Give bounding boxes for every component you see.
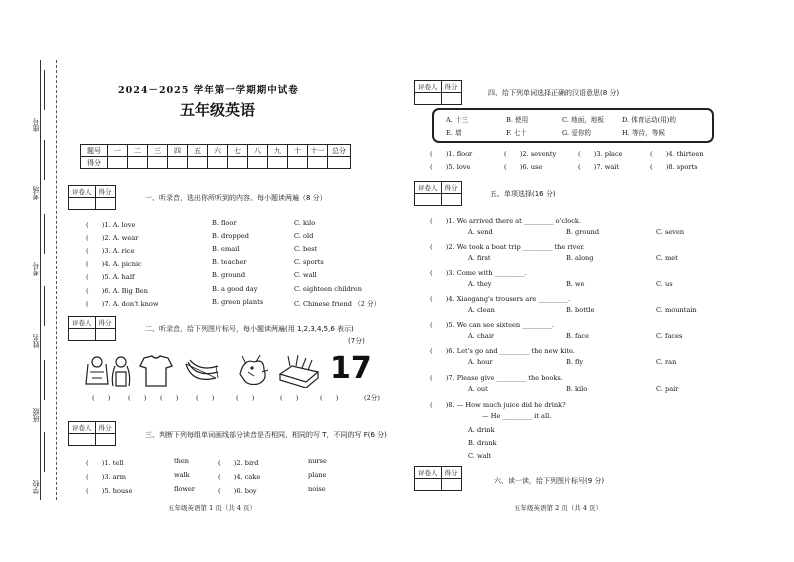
sec1-q1: ( )1. A. love xyxy=(86,221,136,229)
answer-paren-7[interactable]: ( ) xyxy=(320,394,339,402)
grader-label: 评卷人 xyxy=(415,467,442,479)
sec1-q5-b: B. ground xyxy=(212,271,246,279)
grader-box xyxy=(68,421,116,446)
score-header-cell: 八 xyxy=(248,145,268,157)
score-row-label: 得分 xyxy=(81,157,108,169)
sec1-q2-c: C. old xyxy=(294,232,314,240)
score-header-cell: 题号 xyxy=(81,145,108,157)
girl-picture xyxy=(108,354,134,388)
sec1-q3-b: B. email xyxy=(212,245,240,253)
section-5-title: 五、单项选择(16 分) xyxy=(490,190,556,198)
grader-label: 评卷人 xyxy=(69,422,96,434)
score-cell[interactable] xyxy=(268,157,288,169)
page-2-footer: 五年级英语第 2 页（共 4 页） xyxy=(514,504,603,512)
score-cell[interactable] xyxy=(328,157,351,169)
school-blank[interactable] xyxy=(44,432,45,472)
score-cell[interactable] xyxy=(128,157,148,169)
score-header-cell: 十一 xyxy=(308,145,328,157)
sec5-q4-c: C. mountain xyxy=(656,306,697,314)
sec5-q5-a: A. chair xyxy=(468,332,495,340)
sec1-q3-c: C. best xyxy=(294,245,318,253)
sec4-q3: ( )3. place xyxy=(578,150,623,158)
sec5-q3-a: A. they xyxy=(468,280,492,288)
sec4-q2: ( )2. seventy xyxy=(504,150,557,158)
sec5-q5: ( )5. We can see sixteen _________. xyxy=(430,321,554,329)
exam-room-label: 考场 xyxy=(32,186,40,200)
sec5-q1-a: A. send xyxy=(468,228,493,236)
grader-cell[interactable] xyxy=(415,194,442,206)
grader-box xyxy=(68,185,116,210)
class-label: 班级 xyxy=(32,408,40,422)
sec5-q7-a: A. out xyxy=(468,385,488,393)
exam-number-blank[interactable] xyxy=(44,214,45,254)
sec3-q5-word: flower xyxy=(174,485,196,493)
section-3-title: 三、判断下列每组单词画线部分读音是否相同，相同的写 T，不同的写 F(6 分) xyxy=(145,431,387,439)
page-1-footer: 五年级英语第 1 页（共 4 页） xyxy=(168,504,257,512)
sec3-q6: ( )6. boy xyxy=(218,487,257,495)
sec1-q2: ( )2. A. wear xyxy=(86,234,139,242)
sec5-q6-c: C. ran xyxy=(656,358,677,366)
score-cell[interactable] xyxy=(108,157,128,169)
grader-cell[interactable] xyxy=(415,479,442,491)
score-cell[interactable] xyxy=(95,434,115,446)
sec5-q6-a: A. hour xyxy=(468,358,493,366)
option-f: F. 七十 xyxy=(506,129,527,137)
score-cell[interactable] xyxy=(188,157,208,169)
sec1-q4-b: B. teacher xyxy=(212,258,247,266)
grader-label: 评卷人 xyxy=(69,186,96,198)
answer-paren-6[interactable]: ( ) xyxy=(280,394,299,402)
sec4-q8: ( )8. sports xyxy=(650,163,698,171)
sec4-q4: ( )4. thirteen xyxy=(650,150,704,158)
sec1-q5: ( )5. A. half xyxy=(86,273,135,281)
section-4-title: 四、给下列单词选择正确的汉语意思(8 分) xyxy=(488,89,620,97)
score-cell[interactable] xyxy=(308,157,328,169)
score-cell[interactable] xyxy=(441,194,461,206)
option-d: D. 体育运动(用)的 xyxy=(622,116,676,124)
score-header-cell: 九 xyxy=(268,145,288,157)
sec1-q3: ( )3. A. rice xyxy=(86,247,135,255)
dragon-picture xyxy=(234,354,270,388)
score-cell[interactable] xyxy=(95,329,115,341)
section-2-title: 二、听录音，给下列图片标号，每小题读两遍(用 1,2,3,4,5,6 表示) xyxy=(145,325,354,333)
sec3-q2-word: nurse xyxy=(308,457,327,465)
section-2-points: (7分) xyxy=(348,337,365,345)
sec5-q5-b: B. face xyxy=(566,332,590,340)
score-cell[interactable] xyxy=(441,93,461,105)
grader-cell[interactable] xyxy=(69,198,96,210)
sec4-q6: ( )6. use xyxy=(504,163,543,171)
sec1-q2-b: B. dropped xyxy=(212,232,249,240)
sec5-q5-c: C. faces xyxy=(656,332,683,340)
sec5-q1: ( )1. We arrived there at _________ o'clock. xyxy=(430,217,581,225)
grader-box xyxy=(68,316,116,341)
exam-room-blank[interactable] xyxy=(44,140,45,180)
big-number-seventeen: 17 xyxy=(330,351,372,386)
sec5-q8-c: C. walt xyxy=(468,452,492,460)
sec4-q5: ( )5. love xyxy=(430,163,471,171)
grader-box xyxy=(414,80,462,105)
score-cell[interactable] xyxy=(228,157,248,169)
score-table xyxy=(80,144,351,169)
score-label: 得分 xyxy=(95,186,115,198)
score-label: 得分 xyxy=(441,182,461,194)
score-header-cell: 十 xyxy=(288,145,308,157)
option-e: E. 墙 xyxy=(446,129,462,137)
answer-paren-3[interactable]: ( ) xyxy=(160,394,179,402)
grader-box xyxy=(414,181,462,206)
class-blank[interactable] xyxy=(44,360,45,400)
grader-label: 评卷人 xyxy=(69,317,96,329)
answer-paren-4[interactable]: ( ) xyxy=(196,394,215,402)
sec5-q4-b: B. bottle xyxy=(566,306,595,314)
sec5-q2-c: C. met xyxy=(656,254,678,262)
score-header-cell: 五 xyxy=(188,145,208,157)
seat-number-label: 座号 xyxy=(32,118,40,132)
score-header-cell: 总分 xyxy=(328,145,351,157)
t-shirt-picture xyxy=(138,354,174,388)
option-a: A. 十三 xyxy=(446,116,469,124)
sec5-q3: ( )3. Come with _________. xyxy=(430,269,527,277)
grader-label: 评卷人 xyxy=(415,182,442,194)
sec3-q2: ( )2. bird xyxy=(218,459,259,467)
sec3-q1: ( )1. tell xyxy=(86,459,124,467)
sec3-q1-word: then xyxy=(174,457,190,465)
score-label: 得分 xyxy=(95,317,115,329)
sec5-q2-b: B. along xyxy=(566,254,594,262)
grader-box xyxy=(414,466,462,491)
answer-paren-1[interactable]: ( ) xyxy=(92,394,111,402)
answer-paren-2[interactable]: ( ) xyxy=(128,394,147,402)
score-cell[interactable] xyxy=(148,157,168,169)
sec5-q3-b: B. we xyxy=(566,280,585,288)
section-6-title: 六、读一读，给下列图片标号(9 分) xyxy=(494,477,605,485)
option-b: B. 使用 xyxy=(506,116,529,124)
score-label: 得分 xyxy=(95,422,115,434)
section-1-title: 一、听录音，选出你所听到的内容。每小题读两遍（8 分） xyxy=(145,194,327,202)
sec1-q7-b: B. green plants xyxy=(212,298,264,306)
binding-dash-line xyxy=(56,60,57,500)
sec5-q4: ( )4. Xiaogang's trousers are _________. xyxy=(430,295,571,303)
score-header-cell: 四 xyxy=(168,145,188,157)
score-label: 得分 xyxy=(441,467,461,479)
name-label: 姓名 xyxy=(32,334,40,348)
sec5-q6: ( )6. Let's go and _________ the new kite. xyxy=(430,347,576,355)
sec5-q6-b: B. fly xyxy=(566,358,584,366)
score-header-cell: 一 xyxy=(108,145,128,157)
bananas-picture xyxy=(182,354,222,388)
section-2-part-points: (2分) xyxy=(364,394,380,402)
sec5-q1-c: C. seven xyxy=(656,228,685,236)
school-label: 学校 xyxy=(32,480,40,494)
answer-paren-5[interactable]: ( ) xyxy=(236,394,255,402)
score-cell[interactable] xyxy=(288,157,308,169)
sec4-q7: ( )7. wait xyxy=(578,163,620,171)
sec3-q5: ( )5. house xyxy=(86,487,133,495)
score-label: 得分 xyxy=(441,81,461,93)
sec1-q4-c: C. sports xyxy=(294,258,324,266)
grader-cell[interactable] xyxy=(69,434,96,446)
sec1-q1-c: C. kilo xyxy=(294,219,316,227)
sec5-q7-c: C. pair xyxy=(656,385,679,393)
sec1-q6-c: C. eighteen children xyxy=(294,285,362,293)
name-blank[interactable] xyxy=(44,286,45,326)
sec3-q4-word: plane xyxy=(308,471,327,479)
exam-year-title: 2024－2025 学年第一学期期中试卷 xyxy=(118,85,299,96)
sec5-q3-c: C. us xyxy=(656,280,673,288)
sec5-q7-b: B. kilo xyxy=(566,385,588,393)
sec5-q8-a: A. drink xyxy=(468,426,495,434)
score-cell[interactable] xyxy=(441,479,461,491)
option-h: H. 等待，等候 xyxy=(622,129,665,137)
sec3-q6-word: noise xyxy=(308,485,326,493)
option-c: C. 地面，地板 xyxy=(562,116,604,124)
sec1-q4: ( )4. A. picnic xyxy=(86,260,142,268)
score-cell[interactable] xyxy=(168,157,188,169)
grader-cell[interactable] xyxy=(69,329,96,341)
sec5-q8-line: — He _________ it all. xyxy=(482,412,552,420)
sec5-q4-a: A. clean xyxy=(468,306,495,314)
sec3-q3: ( )3. arm xyxy=(86,473,127,481)
box-of-vegetables-picture xyxy=(276,354,322,388)
score-header-cell: 六 xyxy=(208,145,228,157)
sec5-q8: ( )8. — How much juice did he drink? xyxy=(430,401,566,409)
sec1-q7: ( )7. A. don't know xyxy=(86,300,159,308)
sec5-q2-a: A. first xyxy=(468,254,491,262)
exam-grade-title: 五年级英语 xyxy=(180,101,256,119)
option-g: G. 爱你的 xyxy=(562,129,592,137)
sec3-q4: ( )4. cake xyxy=(218,473,261,481)
score-header-cell: 三 xyxy=(148,145,168,157)
sec5-q2: ( )2. We took a boat trip _________ the river. xyxy=(430,243,585,251)
sec1-q6: ( )6. A. Big Ben xyxy=(86,287,148,295)
score-cell[interactable] xyxy=(95,198,115,210)
sec3-q3-word: walk xyxy=(174,471,190,479)
seat-number-blank[interactable] xyxy=(44,70,45,110)
sec1-q6-b: B. a good day xyxy=(212,285,258,293)
grader-cell[interactable] xyxy=(415,93,442,105)
score-header-cell: 二 xyxy=(128,145,148,157)
sec1-q5-c: C. wall xyxy=(294,271,317,279)
score-cell[interactable] xyxy=(248,157,268,169)
score-header-cell: 七 xyxy=(228,145,248,157)
score-cell[interactable] xyxy=(208,157,228,169)
sec1-q1-b: B. floor xyxy=(212,219,237,227)
grader-label: 评卷人 xyxy=(415,81,442,93)
sec1-q7-c: C. Chinese friend （2 分） xyxy=(294,300,381,308)
sec5-q7: ( )7. Please give _________ the books. xyxy=(430,374,563,382)
sec4-q1: ( )1. floor xyxy=(430,150,473,158)
sec5-q1-b: B. ground xyxy=(566,228,600,236)
sec5-q8-b: B. drank xyxy=(468,439,497,447)
exam-number-label: 考号 xyxy=(32,262,40,276)
